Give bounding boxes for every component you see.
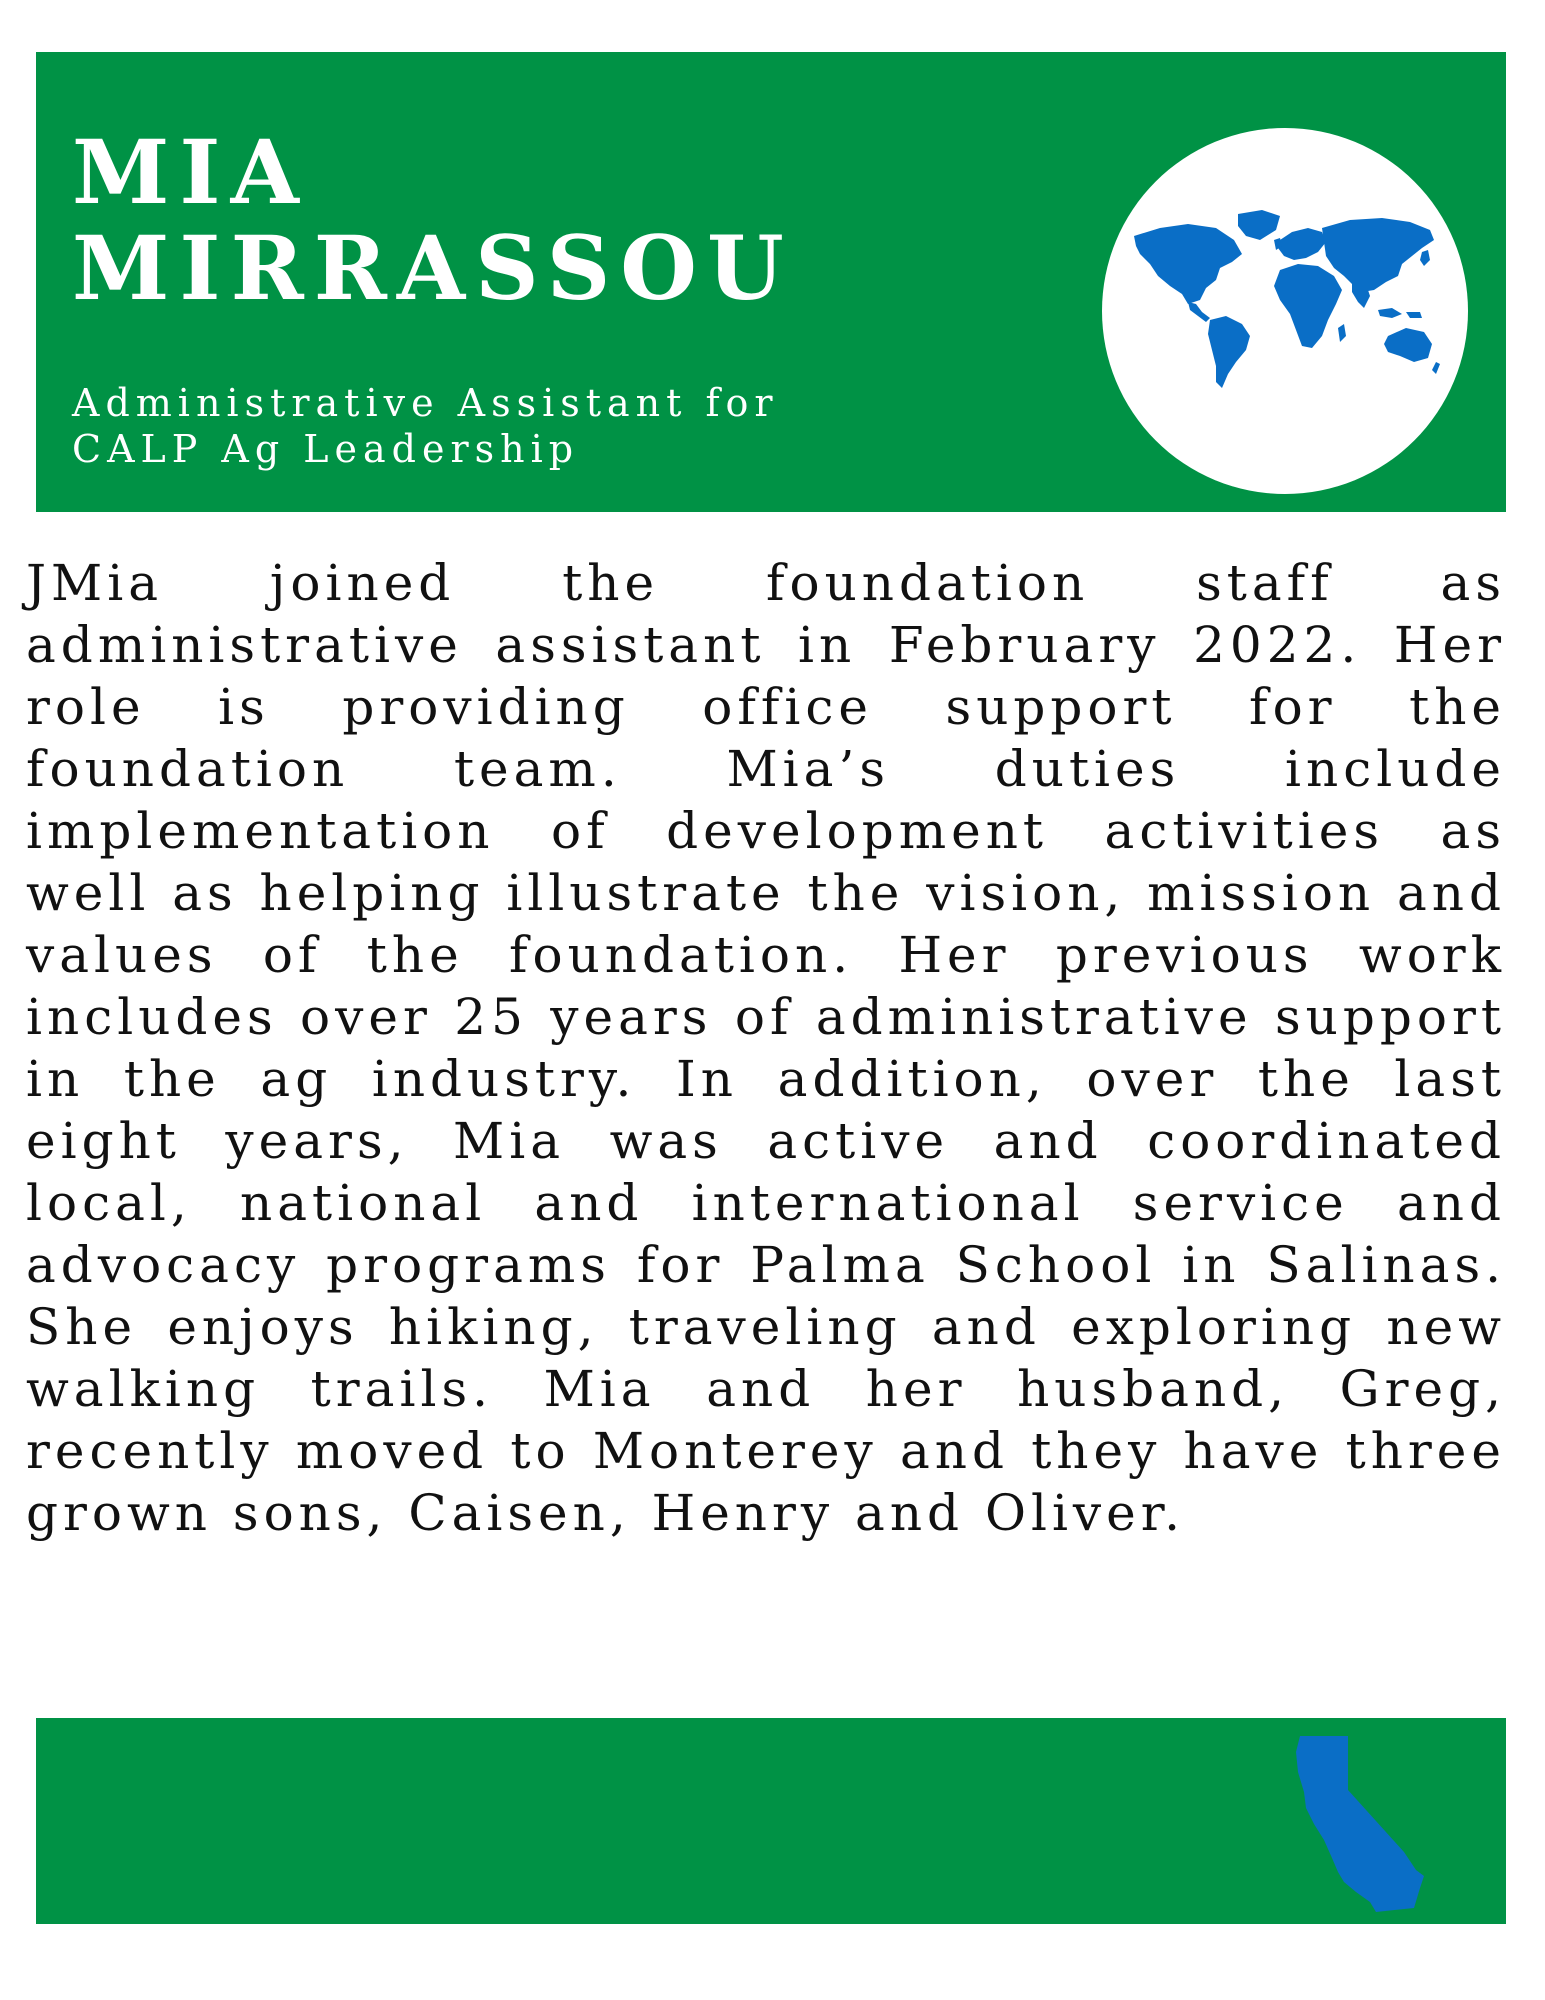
- job-title: [72, 380, 779, 472]
- job-title-line2: CALP Ag Leadership: [72, 427, 580, 471]
- name-first: MIA: [72, 120, 309, 224]
- name-last: MIRRASSOU: [72, 216, 794, 320]
- person-name: [72, 120, 794, 320]
- header-banner: [36, 52, 1506, 512]
- world-map-icon: [1130, 206, 1440, 396]
- footer-banner: [36, 1718, 1506, 1924]
- bio-paragraph: JMia joined the foundation staff as administrative assistant in February 2022. Her role is providing office support for the foundation team. Mia’s duties include implementation of development activities as well as helping illustrate the vision, mission and values of the foundation. Her previous work includes over 25 years of administrative support in the ag industry. In addition, over the last eight years, Mia was active and coordinated local, national and international service and advocacy programs for Palma School in Salinas. She enjoys hiking, traveling and exploring new walking trails. Mia and her husband, Greg, recently moved to Monterey and they have three grown sons, Caisen, Henry and Oliver.: [26, 554, 1506, 1542]
- california-map-icon: [1292, 1732, 1442, 1912]
- globe-badge: [1102, 128, 1468, 494]
- job-title-line1: Administrative Assistant for: [72, 381, 779, 425]
